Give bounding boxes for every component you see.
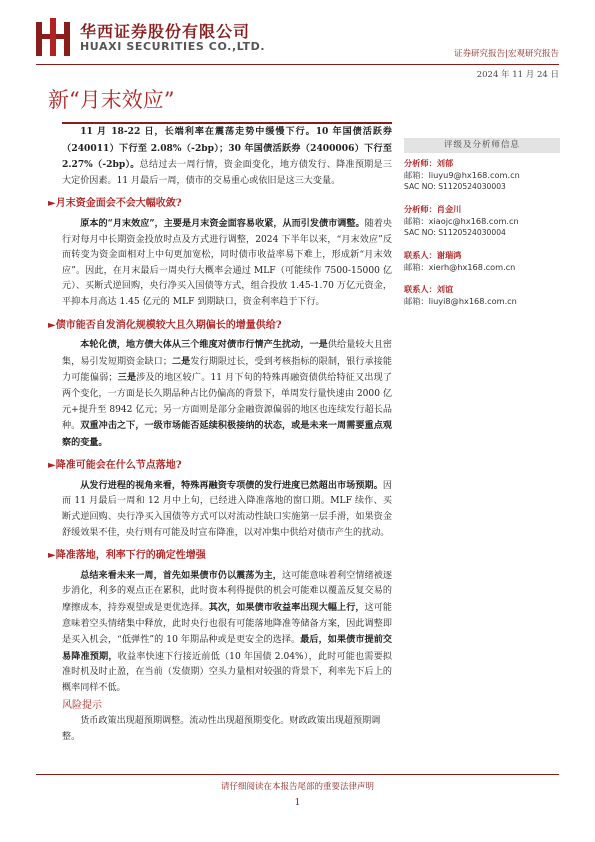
analyst-role [404, 203, 560, 215]
section-heading-4 [48, 548, 392, 564]
main-body [48, 124, 392, 697]
bold-text: 总结来看未来一周，首先如果债市仍以震荡为主， [80, 569, 282, 581]
body-text: 随着央行对每月中长期资金投放时点及方式进行调整，2024 下半年以来，“月末效应”反而转变为资金面相对上中旬更加宽松，同时债市收益率易下难上，形成新“月末效应”。因此，在月末最后一周央行大概率会通过 MLF（可能续作 7500-15000 亿元）、买断式逆回购，央行净买入国债等方式，组合投放 1.45-1.70 万亿元资金，平抑本月高达 1.45 亿元的 MLF 到期缺口，资金利率趋于下行。 [62, 218, 392, 307]
body-text: 这可能意味着利空情绪被逐步消化，利多的观点正在累积，此时资本利得提供的机会可能难以覆盖反复交易的摩擦成本，持券观望或是更优选择。 [62, 570, 392, 614]
contact-role [404, 249, 560, 261]
section-paragraph-2 [62, 337, 392, 451]
report-category-tag: 证券研究报告|宏观研究报告 [454, 49, 559, 59]
section-heading-text: 降准落地，利率下行的确定性增强 [55, 550, 206, 562]
analyst-card [404, 157, 560, 193]
section-heading-text: 降准可能会在什么节点落地? [55, 460, 182, 472]
section-paragraph-3 [62, 478, 392, 541]
analyst-sidebar [404, 138, 560, 307]
summary-paragraph [62, 124, 392, 189]
triangle-bullet-icon: ► [48, 198, 56, 210]
summary-text: 总结过去一周行情，资金面变化，地方债发行、降准预期是三大定价因素。11 月最后一周，债市的交易重心或依旧是这三大变量。 [62, 160, 392, 186]
role-label: 分析师： [404, 204, 437, 214]
section-paragraph-1 [62, 216, 392, 311]
body-text: 涉及的地区较广。11 月下旬的特殊再融资债供给特征又出现了两个变化，一方面是长久期品种占比仍偏高的背景下，单周发行量快速由 2000 亿元+提升至 8942 亿元；另一方面则是部分金融资源偏弱的地区也连续发行超长品种。 [62, 373, 392, 432]
section-heading-2 [48, 318, 392, 334]
risk-text: 货币政策出现超预期调整。流动性出现超预期变化。财政政策出现超预期调整。 [62, 716, 381, 742]
contact-card [404, 283, 560, 307]
company-name-en: HUAXI SECURITIES CO.,LTD. [80, 40, 266, 53]
triangle-bullet-icon: ► [48, 460, 56, 472]
bold-text: 从发行进程的视角来看，特殊再融资专项债的发行进度已然超出市场预期。 [80, 479, 383, 491]
body-text: 发行期限过长，受到考核指标的限制，银行承接能力可能偏弱； [62, 356, 392, 384]
legal-notice: 请仔细阅读在本报告尾部的重要法律声明 [220, 782, 374, 792]
section-heading-1 [48, 196, 392, 212]
bold-text: 本轮化债，地方债大体从三个维度对债市行情产生扰动， [80, 339, 310, 351]
page-number: 1 [294, 798, 301, 808]
triangle-bullet-icon: ► [48, 319, 56, 331]
bold-text: 双重冲击之下，一级市场能否延续积极接纳的状态，或是未来一周需要重点观察的变量。 [62, 420, 392, 448]
bold-text: 三是 [117, 372, 137, 384]
role-label: 联系人： [404, 284, 437, 294]
analyst-name: 肖金川 [436, 204, 462, 214]
bold-text: 最后，如果债市提前交易降准预期， [62, 634, 392, 662]
role-label: 分析师： [404, 158, 437, 168]
footer-divider [36, 774, 559, 775]
risk-title: 风险提示 [62, 700, 102, 711]
bold-text: 其次，如果债市收益率出现大幅上行， [208, 602, 365, 614]
body-text: 供给量较大且密集，易引发短期资金缺口； [62, 340, 392, 367]
header-divider [36, 64, 559, 65]
triangle-bullet-icon: ► [48, 550, 56, 562]
sidebar-heading: 评级及分析师信息 [404, 138, 560, 153]
contact-name: 谢瑞鸿 [436, 250, 462, 260]
huaxi-logo-icon [36, 18, 70, 56]
summary-bold: 11 月 18-22 日，长端利率在震荡走势中缓慢下行。10 年国债活跃券（240011）下行至 2.08%（-2bp）；30 年国债活跃券（2400006）下行至 2.27%（-2bp）。 [62, 126, 392, 171]
body-text: 收益率快速下行接近前低（10 年国债 2.04%），此时可能也需要拟准时机及时止盈，在当前（发债期）空头力量相对较强的背景下，利率先下后上的概率同样不低。 [62, 651, 392, 693]
body-text: 因而 11 月最后一周和 12 月中上旬，已经进入降准落地的窗口期。MLF 续作、买断式逆回购、央行净买入国债等方式可以对流动性缺口实施第一层手滑，如果资金舒缓效果不佳，央行则有可能及时宣布降准，以对冲集中供给对债市产生的扰动。 [62, 480, 392, 538]
section-heading-3 [48, 458, 392, 474]
analyst-name: 刘郁 [436, 158, 454, 168]
analyst-email[interactable]: 邮箱：liuyu9@hx168.com.cn [404, 170, 520, 180]
contact-email[interactable]: 邮箱：liuyi8@hx168.com.cn [404, 296, 517, 306]
contact-name: 刘谊 [436, 284, 454, 294]
section-paragraph-4 [62, 568, 392, 697]
section-heading-text: 债市能否自发消化规模较大且久期偏长的增量供给? [55, 319, 282, 331]
analyst-sac: SAC NO: S1120524030003 [404, 182, 506, 191]
bold-text: 原本的“月末效应”，主要是月末资金面容易收紧，从而引发债市调整。 [80, 217, 365, 229]
contact-role [404, 283, 560, 295]
bold-text: 一是 [309, 339, 328, 351]
analyst-sac: SAC NO: S1120524030004 [404, 228, 506, 237]
page-title: 新“月末效应” [48, 88, 175, 112]
bold-text: 二是 [171, 355, 191, 367]
body-text: 这可能意味着空头情绪集中释放，此时央行也很有可能落地降准等储备方案，因此调整即是买入机会，“低弹性”的 10 年期品种或是更安全的选择。 [62, 603, 392, 646]
section-heading-text: 月末资金面会不会大幅收敛? [55, 198, 182, 210]
contact-card [404, 249, 560, 273]
analyst-role [404, 157, 560, 169]
report-date: 2024 年 11 月 24 日 [476, 70, 559, 80]
role-label: 联系人： [404, 250, 437, 260]
analyst-card [404, 203, 560, 239]
analyst-email[interactable]: 邮箱：xiaojc@hx168.com.cn [404, 216, 519, 226]
company-name-cn: 华西证券股份有限公司 [80, 22, 251, 41]
contact-email[interactable]: 邮箱：xierh@hx168.com.cn [404, 262, 516, 272]
